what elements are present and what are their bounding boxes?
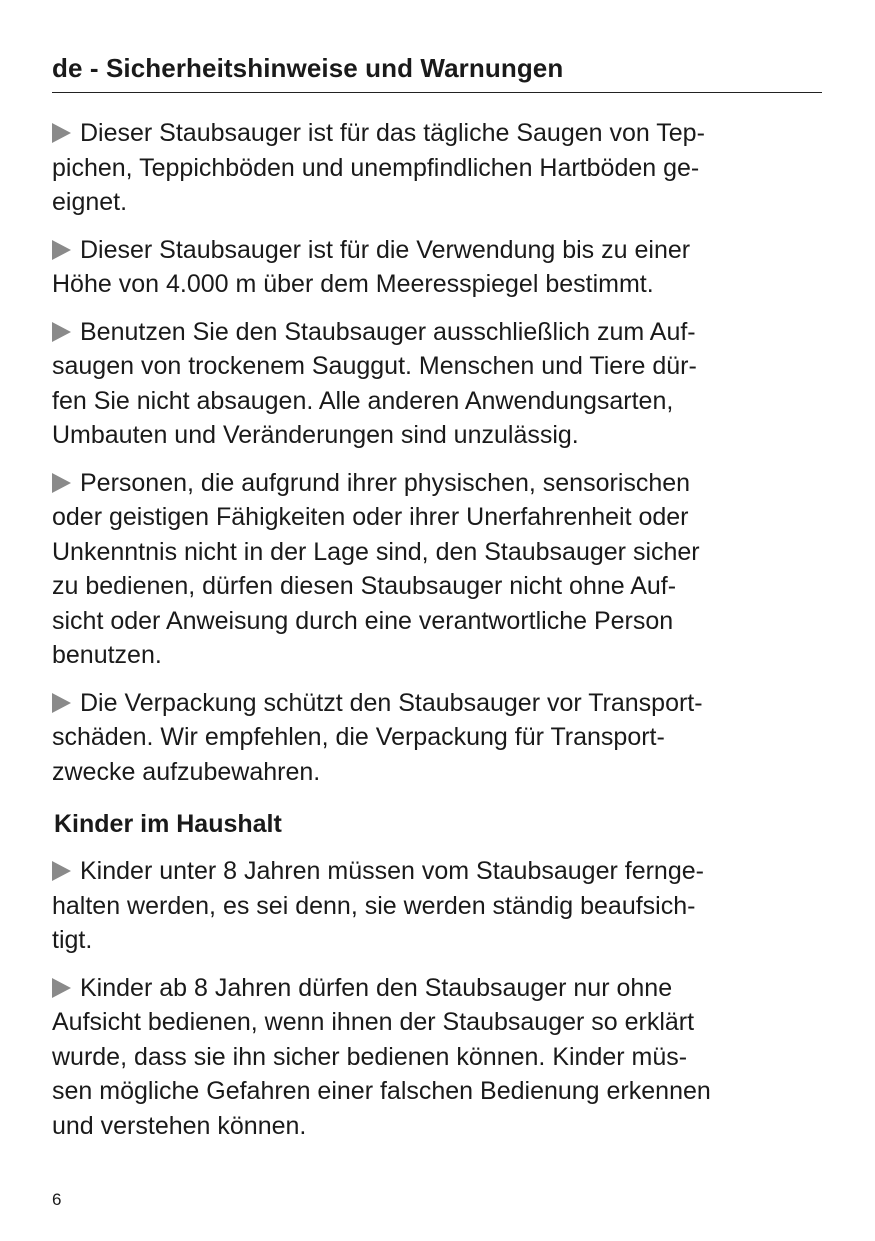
paragraph-line: Dieser Staubsauger ist für das tägliche Saugen von Tep-: [52, 116, 822, 151]
bullet-arrow-icon: [52, 861, 71, 881]
paragraph-line: tigt.: [52, 926, 93, 954]
safety-paragraph: [52, 466, 822, 673]
bullet-arrow-icon: [52, 240, 71, 260]
paragraph-line: Umbauten und Veränderungen sind unzulässig.: [52, 421, 579, 449]
paragraph-line: fen Sie nicht absaugen. Alle anderen Anwendungsarten,: [52, 386, 674, 415]
safety-paragraph: [52, 116, 822, 220]
page-number: 6: [52, 1190, 62, 1209]
paragraph-line: eignet.: [52, 188, 128, 216]
paragraph-line: Unkenntnis nicht in der Lage sind, den Staubsauger sicher: [52, 537, 700, 566]
paragraph-line: Aufsicht bedienen, wenn ihnen der Staubsauger so erklärt: [52, 1008, 695, 1036]
safety-paragraph: [52, 971, 822, 1144]
paragraph-line: benutzen.: [52, 641, 162, 669]
paragraph-line: halten werden, es sei denn, sie werden ständig beaufsich-: [52, 891, 696, 920]
safety-paragraph: [52, 686, 822, 790]
safety-paragraph: [52, 315, 822, 453]
paragraph-line: saugen von trockenem Sauggut. Menschen und Tiere dür-: [52, 352, 697, 380]
paragraph-line: zu bedienen, dürfen diesen Staubsauger nicht ohne Auf-: [52, 572, 677, 600]
bullet-arrow-icon: [52, 978, 71, 998]
paragraph-line: schäden. Wir empfehlen, die Verpackung für Transport-: [52, 723, 665, 751]
paragraph-line: sen mögliche Gefahren einer falschen Bedienung erkennen: [52, 1077, 711, 1105]
bullet-arrow-icon: [52, 693, 71, 713]
bullet-arrow-icon: [52, 322, 71, 342]
paragraph-line: wurde, dass sie ihn sicher bedienen können. Kinder müs-: [52, 1042, 688, 1071]
paragraph-line: und verstehen können.: [52, 1111, 307, 1140]
section-heading: Kinder im Haushalt: [54, 810, 282, 838]
paragraph-line: pichen, Teppichböden und unempfindlichen Hartböden ge-: [52, 153, 700, 182]
paragraph-line: Die Verpackung schützt den Staubsauger vor Transport-: [52, 686, 822, 721]
safety-paragraph: [52, 854, 822, 958]
page-content: [52, 116, 822, 1156]
bullet-arrow-icon: [52, 123, 71, 143]
paragraph-line: Kinder unter 8 Jahren müssen vom Staubsauger fernge-: [52, 854, 822, 889]
paragraph-line: Kinder ab 8 Jahren dürfen den Staubsauger nur ohne: [52, 971, 822, 1006]
paragraph-line: oder geistigen Fähigkeiten oder ihrer Unerfahrenheit oder: [52, 503, 689, 531]
paragraph-line: Benutzen Sie den Staubsauger ausschließlich zum Auf-: [52, 315, 822, 350]
paragraph-line: Dieser Staubsauger ist für die Verwendung bis zu einer: [52, 233, 822, 268]
paragraph-line: Höhe von 4.000 m über dem Meeresspiegel bestimmt.: [52, 270, 654, 298]
paragraph-line: Personen, die aufgrund ihrer physischen, sensorischen: [52, 466, 822, 501]
page-header-title: de - Sicherheitshinweise und Warnungen: [52, 53, 564, 83]
safety-paragraph: [52, 233, 822, 302]
bullet-arrow-icon: [52, 473, 71, 493]
paragraph-line: zwecke aufzubewahren.: [52, 757, 321, 786]
header-divider: [52, 92, 822, 93]
paragraph-line: sicht oder Anweisung durch eine verantwortliche Person: [52, 606, 674, 635]
